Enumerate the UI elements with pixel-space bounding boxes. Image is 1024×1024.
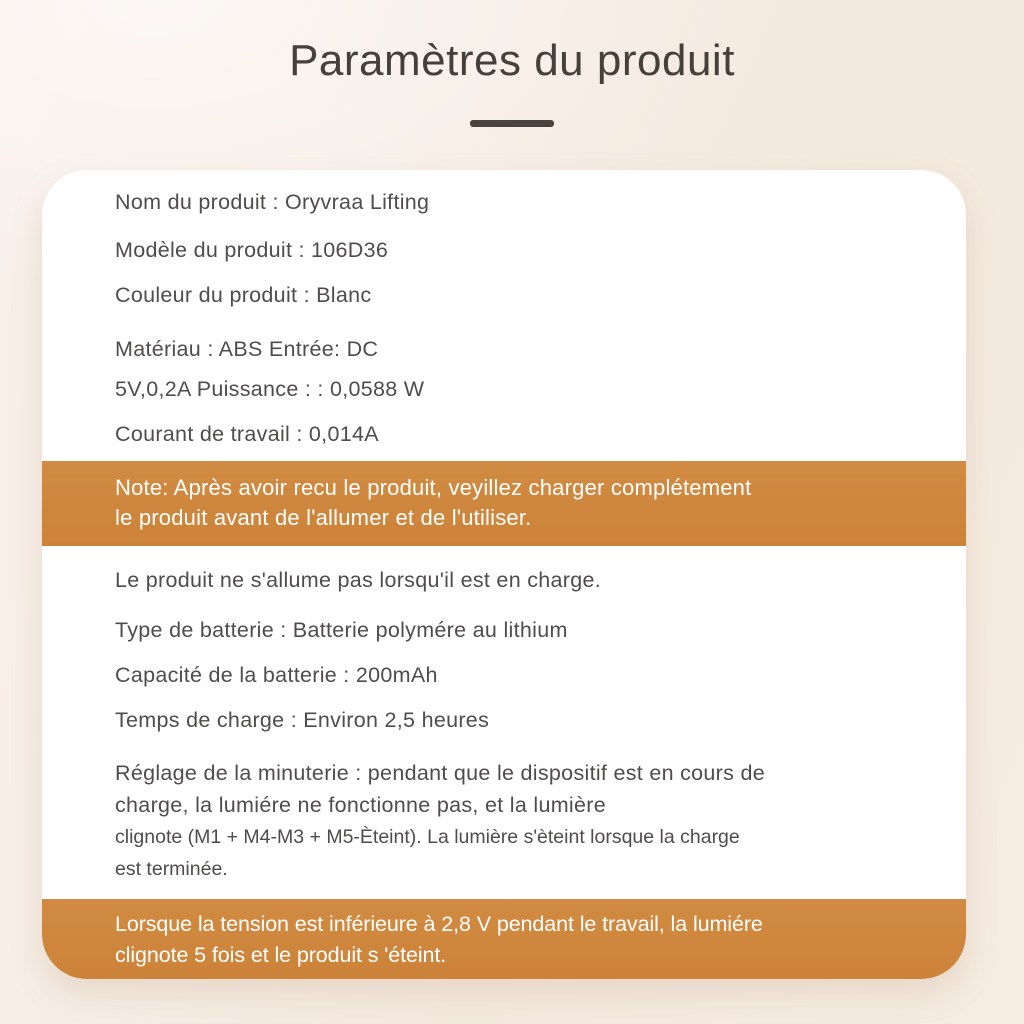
warning-banner — [42, 899, 966, 979]
timer-note-line-3: clignote (M1 + M4-M3 + M5-Èteint). La lumière s'èteint lorsque la charge — [115, 826, 740, 848]
title-underline — [470, 120, 554, 127]
info-battery-type: Type de batterie : Batterie polymére au lithium — [115, 618, 568, 642]
note-banner — [42, 461, 966, 546]
spec-power: 5V,0,2A Puissance : : 0,0588 W — [115, 377, 425, 401]
timer-note-line-2: charge, la lumiére ne fonctionne pas, et la lumière — [115, 793, 606, 817]
timer-note-line-4: est terminée. — [115, 858, 228, 880]
spec-product-model: Modèle du produit : 106D36 — [115, 238, 389, 262]
spec-material-input: Matériau : ABS Entrée: DC — [115, 337, 379, 361]
page-title: Paramètres du produit — [289, 36, 735, 85]
info-charge-time: Temps de charge : Environ 2,5 heures — [115, 708, 490, 732]
product-card — [42, 170, 966, 979]
note-banner-line-1: Note: Après avoir recu le produit, veyillez charger complétement — [115, 475, 752, 500]
info-battery-capacity: Capacité de la batterie : 200mAh — [115, 663, 438, 687]
spec-product-color: Couleur du produit : Blanc — [115, 283, 372, 307]
warning-banner-line-2: clignote 5 fois et le produit s 'éteint. — [115, 943, 447, 967]
warning-banner-line-1: Lorsque la tension est inférieure à 2,8 V pendant le travail, la lumiére — [115, 912, 763, 936]
note-banner-line-2: le produit avant de l'allumer et de l'utiliser. — [115, 505, 532, 530]
spec-working-current: Courant de travail : 0,014A — [115, 422, 379, 446]
spec-product-name: Nom du produit : Oryvraa Lifting — [115, 190, 430, 214]
timer-note-line-1: Réglage de la minuterie : pendant que le dispositif est en cours de — [115, 761, 765, 785]
info-charging-off: Le produit ne s'allume pas lorsqu'il est en charge. — [115, 568, 602, 592]
